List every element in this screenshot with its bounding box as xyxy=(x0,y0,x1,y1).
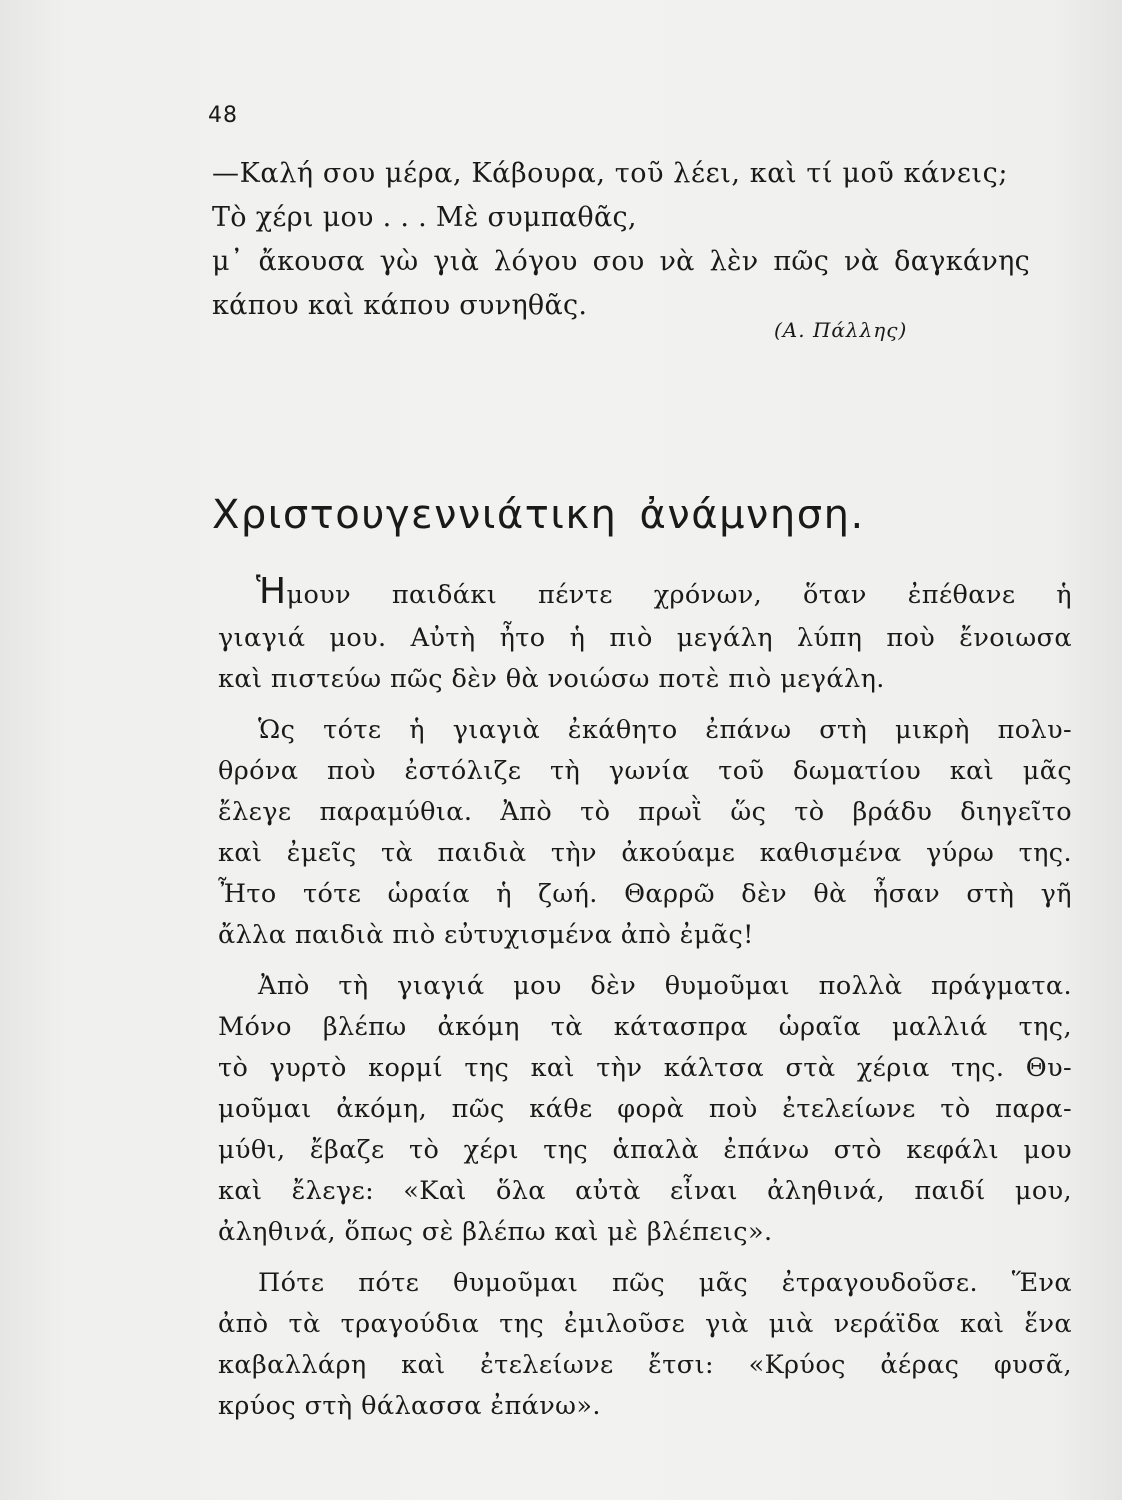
text-line: καὶ ἐμεῖς τὰ παιδιὰ τὴν ἀκούαμε καθισμένα γύρω της. xyxy=(218,838,1072,868)
text-line: Μόνο βλέπω ἀκόμη τὰ κάτασπρα ὡραῖα μαλλιά της, xyxy=(218,1012,1072,1042)
text-line: γιαγιά μου. Αὐτὴ ἦτο ἡ πιὸ μεγάλη λύπη ποὺ ἔνοιωσα xyxy=(218,623,1072,653)
paragraph xyxy=(218,1263,1072,1427)
text-line: θρόνα ποὺ ἐστόλιζε τὴ γωνία τοῦ δωματίου καὶ μᾶς xyxy=(218,756,1072,786)
text-line: καβαλλάρη καὶ ἐτελείωνε ἔτσι: «Κρύος ἀέρας φυσᾶ, xyxy=(218,1350,1072,1380)
text-line: τὸ γυρτὸ κορμί της καὶ τὴν κάλτσα στὰ χέρια της. Θυ- xyxy=(218,1053,1072,1083)
paragraph xyxy=(218,966,1072,1253)
text-line: Ἀπὸ τὴ γιαγιά μου δὲν θυμοῦμαι πολλὰ πράγματα. xyxy=(258,971,1072,1001)
text-line: Ὡς τότε ἡ γιαγιὰ ἐκάθητο ἐπάνω στὴ μικρὴ πολυ- xyxy=(258,715,1072,745)
paragraph xyxy=(218,710,1072,956)
text-line: κρύος στὴ θάλασσα ἐπάνω». xyxy=(218,1391,601,1421)
drop-cap: Ἡ xyxy=(256,571,287,612)
text-line: ἄλλα παιδιὰ πιὸ εὐτυχισμένα ἀπὸ ἐμᾶς! xyxy=(218,920,754,950)
text-line: μύθι, ἔβαζε τὸ χέρι της ἁπαλὰ ἐπάνω στὸ κεφάλι μου xyxy=(218,1135,1072,1165)
text-line-content: μουν παιδάκι πέντε χρόνων, ὅταν ἐπέθανε ἡ xyxy=(286,580,1072,610)
text-line: ἀπὸ τὰ τραγούδια της ἐμιλοῦσε γιὰ μιὰ νεράϊδα καὶ ἕνα xyxy=(218,1309,1072,1339)
poem-line: Τὸ χέρι μου . . . Μὲ συμπαθᾶς, xyxy=(212,202,637,233)
poem-excerpt xyxy=(212,152,1072,328)
text-line: ἔλεγε παραμύθια. Ἀπὸ τὸ πρωῒ ὥς τὸ βράδυ διηγεῖτο xyxy=(218,797,1072,827)
text-line: καὶ ἔλεγε: «Καὶ ὅλα αὐτὰ εἶναι ἀληθινά, παιδί μου, xyxy=(218,1176,1072,1206)
chapter-title: Χριστουγεννιάτικη ἀνάμνηση. xyxy=(212,492,865,538)
poem-attribution: (Α. Πάλλης) xyxy=(774,318,908,342)
paragraph xyxy=(218,572,1072,700)
text-line: Ἦτο τότε ὡραία ἡ ζωή. Θαρρῶ δὲν θὰ ἦσαν στὴ γῆ xyxy=(218,879,1072,909)
poem-line: κάπου καὶ κάπου συνηθᾶς. xyxy=(212,290,588,321)
text-line: Πότε πότε θυμοῦμαι πῶς μᾶς ἐτραγουδοῦσε. Ἕνα xyxy=(258,1268,1072,1298)
text-line: ἀληθινά, ὅπως σὲ βλέπω καὶ μὲ βλέπεις». xyxy=(218,1217,773,1247)
text-line: καὶ πιστεύω πῶς δὲν θὰ νοιώσω ποτὲ πιὸ μεγάλη. xyxy=(218,664,885,694)
text-line: μοῦμαι ἀκόμη, πῶς κάθε φορὰ ποὺ ἐτελείωνε τὸ παρα- xyxy=(218,1094,1072,1124)
page-number: 48 xyxy=(208,103,238,128)
poem-line: μ᾿ ἄκουσα γὼ γιὰ λόγου σου νὰ λὲν πῶς νὰ δαγκάνης xyxy=(212,246,1031,277)
poem-line: —Καλή σου μέρα, Κάβουρα, τοῦ λέει, καὶ τί μοῦ κάνεις; xyxy=(212,158,1009,189)
story-body xyxy=(218,572,1072,1437)
text-line xyxy=(218,572,1072,618)
